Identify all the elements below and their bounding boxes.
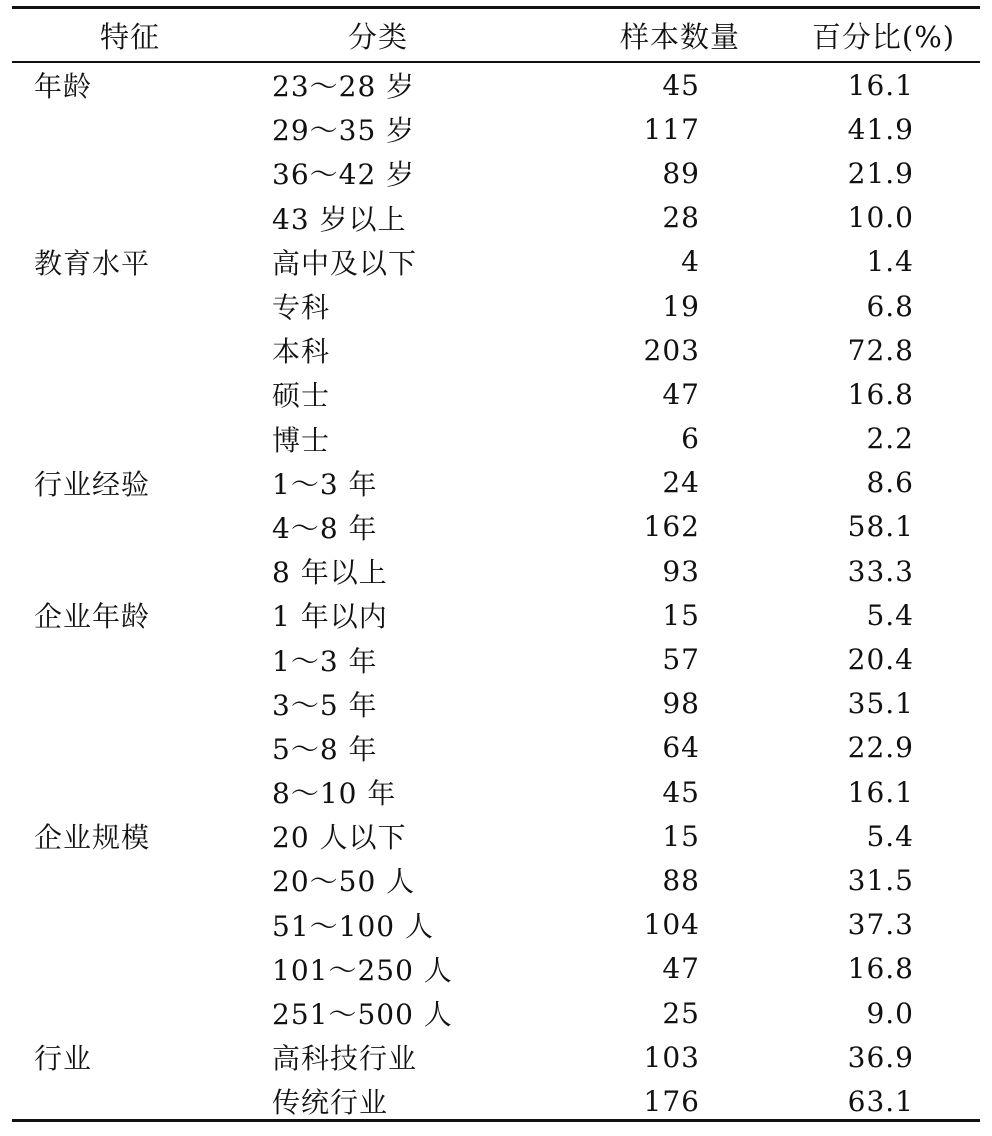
row-feature	[34, 505, 234, 549]
row-feature	[34, 328, 234, 372]
table-row	[12, 63, 980, 107]
row-sample-count: 162	[643, 510, 700, 544]
row-sample-count: 203	[643, 333, 700, 367]
row-feature	[34, 637, 234, 681]
row-feature	[34, 372, 234, 416]
header-category: 分类	[347, 19, 408, 54]
table-row	[12, 814, 980, 858]
row-feature	[34, 903, 234, 947]
row-category: 20 人以下	[272, 821, 407, 855]
row-percentage: 31.5	[847, 863, 914, 897]
row-feature	[34, 417, 234, 461]
row-percentage: 35.1	[847, 687, 914, 721]
row-percentage: 16.8	[847, 952, 914, 986]
row-feature	[34, 947, 234, 991]
row-category: 4～8 年	[272, 511, 378, 545]
row-category: 8 年以上	[272, 556, 388, 590]
row-percentage: 33.3	[847, 554, 914, 588]
row-percentage: 9.0	[866, 996, 914, 1030]
row-category: 29～35 岁	[272, 114, 416, 148]
row-sample-count: 4	[681, 245, 700, 279]
table-row	[12, 991, 980, 1035]
row-category: 251～500 人	[272, 998, 453, 1032]
table-row	[12, 903, 980, 947]
row-percentage: 8.6	[866, 466, 914, 500]
row-category: 博士	[272, 423, 331, 457]
table-row	[12, 372, 980, 416]
row-percentage: 10.0	[847, 201, 914, 235]
row-sample-count: 19	[662, 289, 700, 323]
table-header-row	[12, 9, 980, 61]
row-feature	[34, 151, 234, 195]
row-feature: 教育水平	[34, 246, 151, 280]
row-category: 51～100 人	[272, 909, 434, 943]
row-category: 传统行业	[272, 1086, 389, 1120]
row-percentage: 16.8	[847, 377, 914, 411]
table-row	[12, 726, 980, 770]
table-row	[12, 637, 980, 681]
row-sample-count: 88	[662, 863, 700, 897]
row-feature	[34, 284, 234, 328]
table-row	[12, 196, 980, 240]
row-category: 3～5 年	[272, 688, 378, 722]
row-percentage: 37.3	[847, 908, 914, 942]
table-row	[12, 284, 980, 328]
row-percentage: 1.4	[866, 245, 914, 279]
row-category: 43 岁以上	[272, 202, 407, 236]
row-percentage: 21.9	[847, 156, 914, 190]
row-sample-count: 47	[662, 952, 700, 986]
row-category: 1～3 年	[272, 644, 378, 678]
row-sample-count: 176	[643, 1084, 700, 1118]
row-sample-count: 25	[662, 996, 700, 1030]
table-row	[12, 151, 980, 195]
row-percentage: 36.9	[847, 1040, 914, 1074]
row-sample-count: 15	[662, 598, 700, 632]
table-row	[12, 549, 980, 593]
table-row	[12, 417, 980, 461]
row-sample-count: 104	[643, 908, 700, 942]
row-sample-count: 93	[662, 554, 700, 588]
header-sample-count: 样本数量	[619, 19, 740, 54]
row-feature	[34, 770, 234, 814]
row-percentage: 63.1	[847, 1084, 914, 1118]
table-row	[12, 1035, 980, 1079]
row-sample-count: 15	[662, 819, 700, 853]
row-category: 20～50 人	[272, 865, 416, 899]
row-feature: 行业	[34, 1042, 93, 1076]
row-sample-count: 89	[662, 156, 700, 190]
table-row	[12, 593, 980, 637]
row-feature	[34, 1079, 234, 1123]
table-row	[12, 240, 980, 284]
header-percentage: 百分比(%)	[811, 19, 956, 54]
row-feature	[34, 549, 234, 593]
row-category: 高科技行业	[272, 1042, 418, 1076]
row-percentage: 5.4	[866, 819, 914, 853]
row-sample-count: 57	[662, 643, 700, 677]
row-feature: 行业经验	[34, 467, 151, 501]
row-feature: 企业年龄	[34, 600, 151, 634]
row-percentage: 6.8	[866, 289, 914, 323]
row-sample-count: 98	[662, 687, 700, 721]
row-percentage: 58.1	[847, 510, 914, 544]
row-category: 高中及以下	[272, 246, 418, 280]
row-sample-count: 64	[662, 731, 700, 765]
table-row	[12, 1079, 980, 1123]
row-feature	[34, 682, 234, 726]
row-category: 硕士	[272, 379, 331, 413]
row-sample-count: 24	[662, 466, 700, 500]
table-row	[12, 947, 980, 991]
row-category: 专科	[272, 291, 331, 325]
row-percentage: 20.4	[847, 643, 914, 677]
sample-characteristics-table	[12, 0, 980, 1136]
row-sample-count: 47	[662, 377, 700, 411]
row-sample-count: 28	[662, 201, 700, 235]
header-feature: 特征	[99, 19, 160, 54]
table-row	[12, 328, 980, 372]
row-percentage: 22.9	[847, 731, 914, 765]
row-category: 36～42 岁	[272, 158, 416, 192]
row-feature: 年龄	[34, 70, 93, 104]
row-percentage: 5.4	[866, 598, 914, 632]
bottom-rule	[12, 1119, 980, 1122]
row-category: 8～10 年	[272, 777, 397, 811]
row-percentage: 2.2	[866, 422, 914, 456]
row-sample-count: 6	[681, 422, 700, 456]
row-percentage: 16.1	[847, 68, 914, 102]
row-category: 1 年以内	[272, 600, 388, 634]
row-sample-count: 45	[662, 775, 700, 809]
row-category: 23～28 岁	[272, 70, 416, 104]
row-feature	[34, 858, 234, 902]
row-percentage: 16.1	[847, 775, 914, 809]
table-row	[12, 107, 980, 151]
row-percentage: 41.9	[847, 112, 914, 146]
row-category: 101～250 人	[272, 953, 453, 987]
row-category: 本科	[272, 335, 331, 369]
table-row	[12, 682, 980, 726]
row-sample-count: 103	[643, 1040, 700, 1074]
row-percentage: 72.8	[847, 333, 914, 367]
table-row	[12, 858, 980, 902]
row-sample-count: 117	[643, 112, 700, 146]
row-feature	[34, 991, 234, 1035]
row-feature	[34, 726, 234, 770]
row-category: 5～8 年	[272, 732, 378, 766]
row-category: 1～3 年	[272, 467, 378, 501]
row-feature	[34, 196, 234, 240]
table-row	[12, 505, 980, 549]
table-row	[12, 461, 980, 505]
row-feature	[34, 107, 234, 151]
table-row	[12, 770, 980, 814]
table-body	[12, 63, 980, 1124]
row-feature: 企业规模	[34, 821, 151, 855]
row-sample-count: 45	[662, 68, 700, 102]
